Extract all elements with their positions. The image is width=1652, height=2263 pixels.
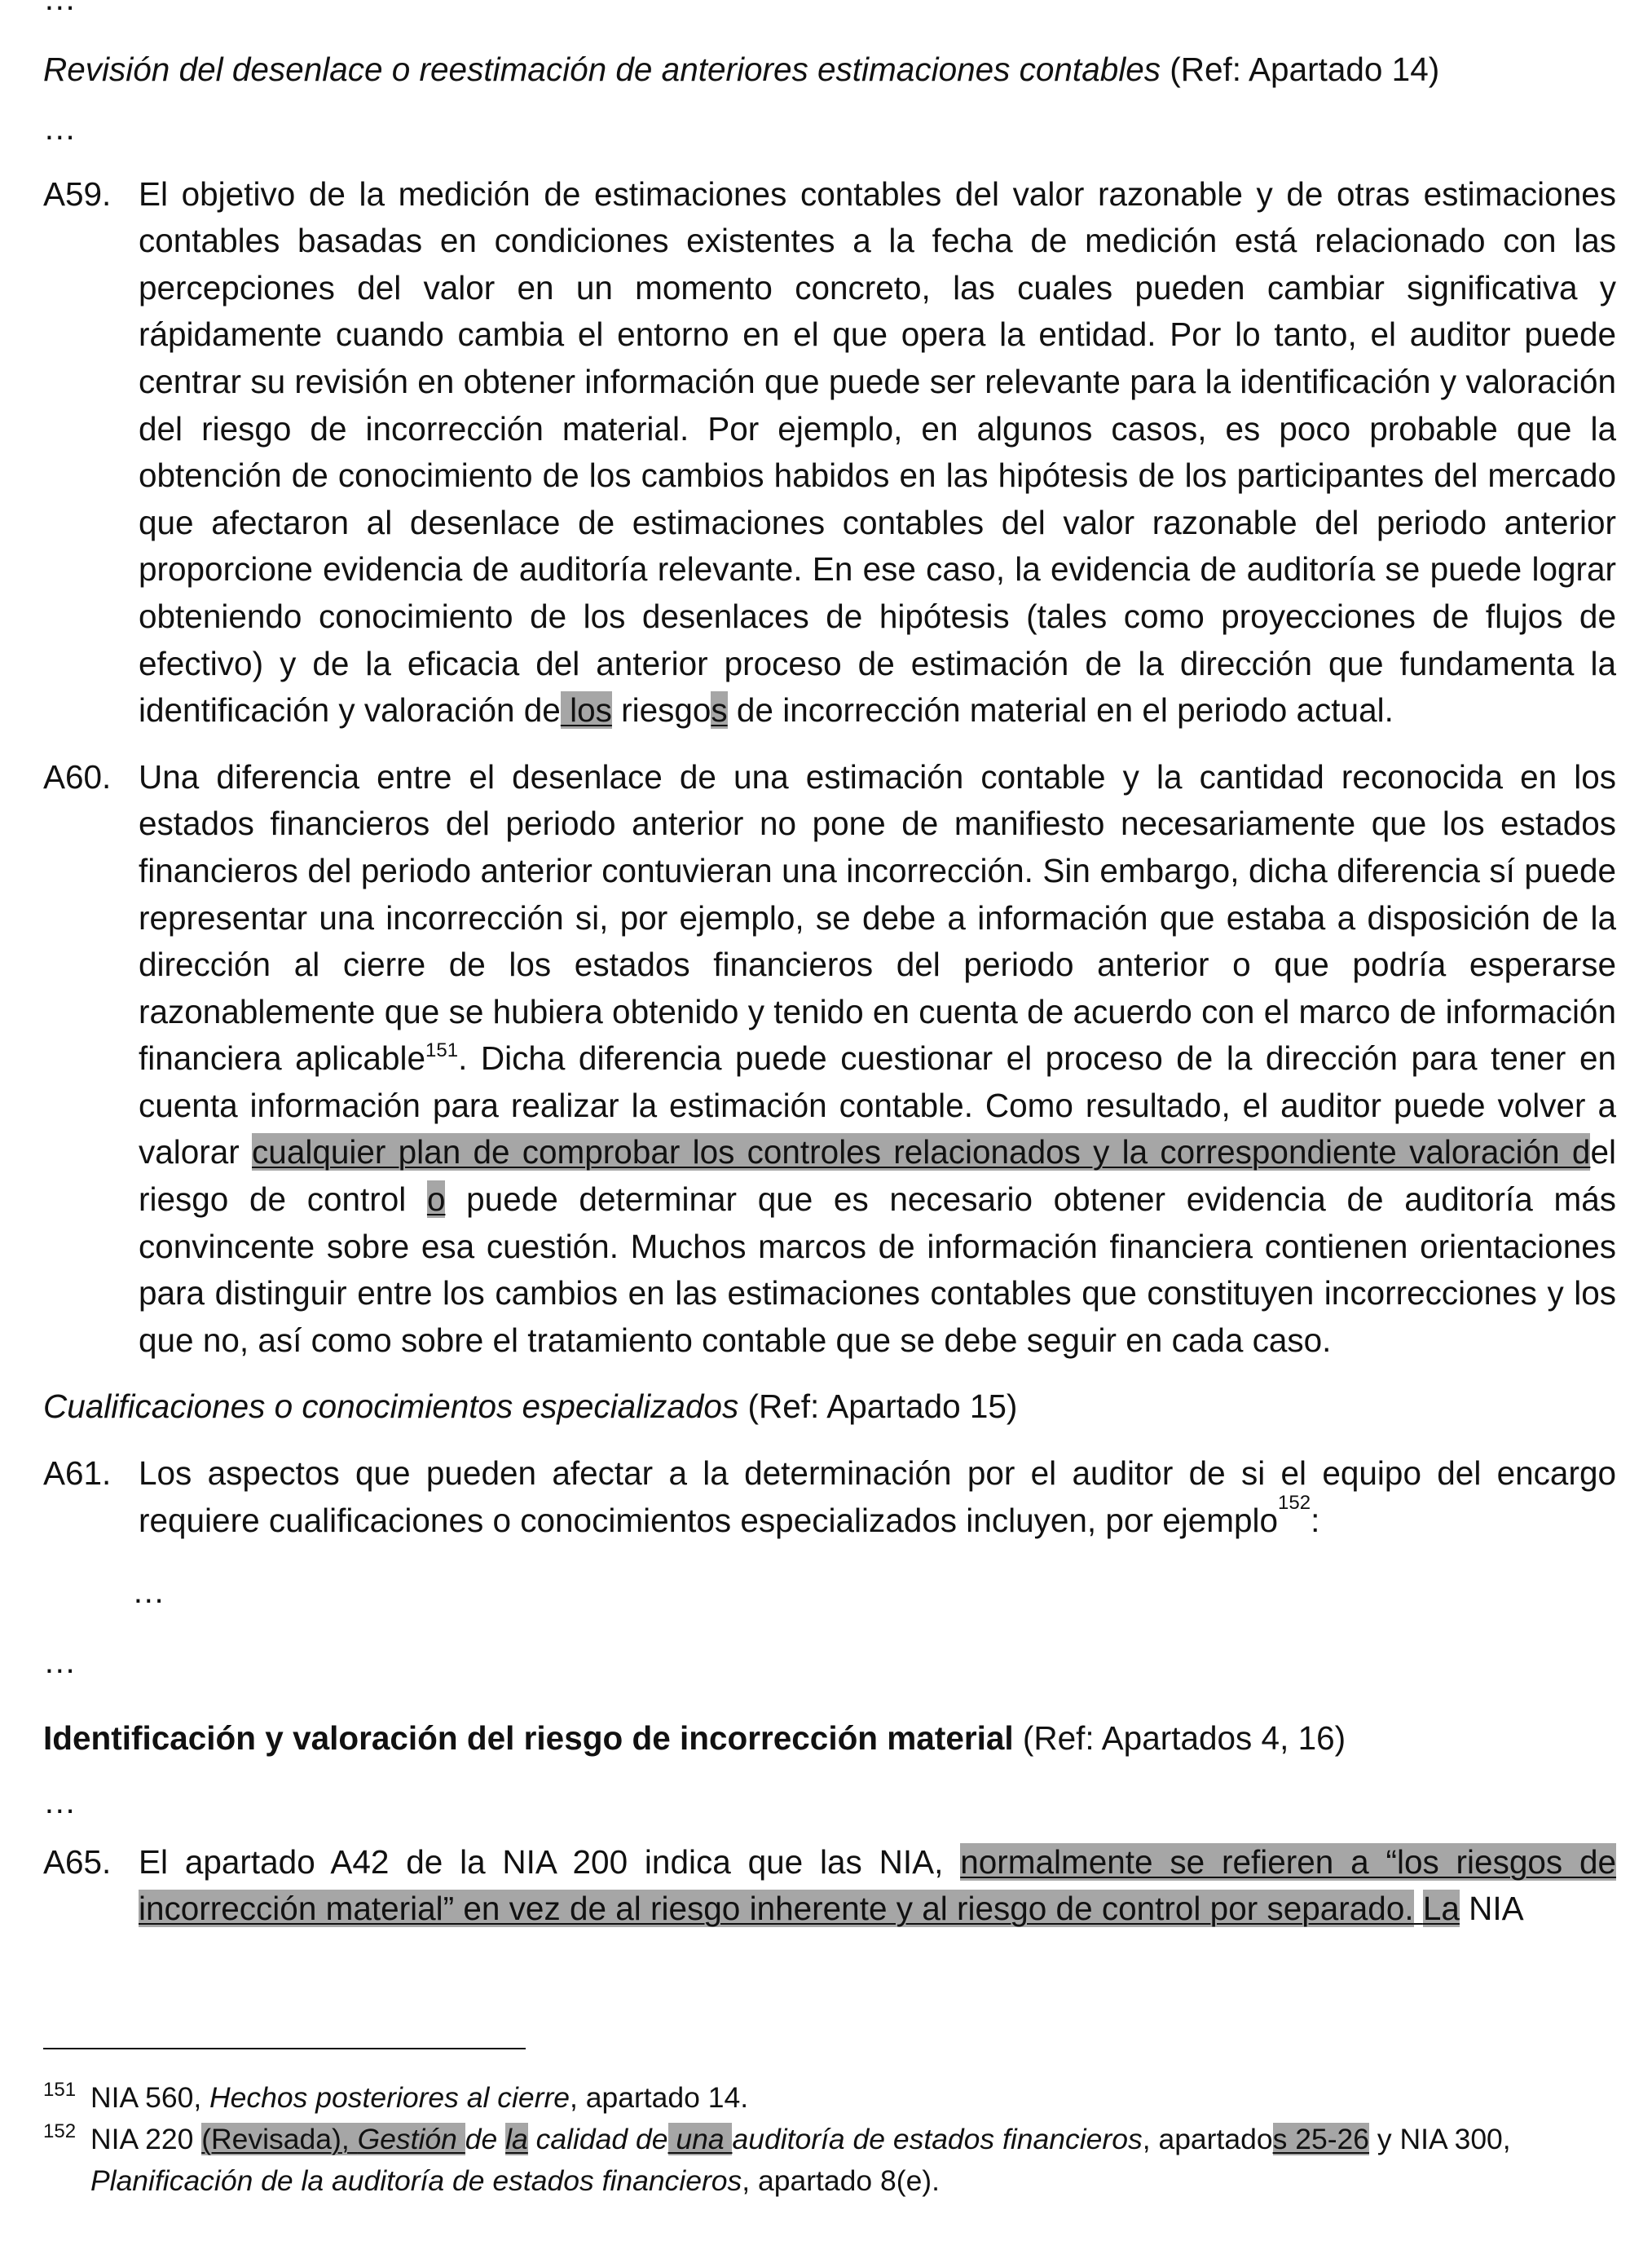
highlighted-text: s 25-26 [1272,2123,1370,2155]
footnote-text: , apartado 8(e). [742,2164,940,2197]
highlighted-title: Gestión [357,2123,465,2155]
paragraph-text: Una diferencia entre el desenlace de una estimación contable y la cantidad reconocida en los estados financieros del periodo anterior no pone de manifiesto necesariamente que los estados financieros del periodo anterior contuvieran una incorrección. Sin embargo, dicha diferencia sí puede representar una incorrección si, por ejemplo, se debe a información que estaba a disposición de la dirección al cierre de los estados financieros del periodo anterior o que podría esperarse razonablemente que se hubiera obtenido y tenido en cuenta de acuerdo con el marco de información financiera aplicable [139,757,1616,1078]
highlighted-title: la [505,2123,528,2155]
paragraph-number: A60. [43,757,112,796]
section-heading-ref: (Ref: Apartados 4, 16) [1013,1719,1346,1758]
ellipsis: … [43,1643,77,1681]
section-heading-revision [43,46,1616,94]
paragraph-text [1414,1890,1423,1927]
paragraph-text: de incorrección material en el periodo actual. [727,691,1394,730]
footnote-text: NIA 220 [90,2123,202,2155]
paragraph-text: : [1311,1501,1320,1539]
section-heading-title: Revisión del desenlace o reestimación de anteriores estimaciones contables [43,51,1161,88]
paragraph-text: riesgo [611,691,711,730]
section-heading-ref: (Ref: Apartado 14) [1161,51,1440,88]
paragraph-text: . Dicha diferencia puede cuestionar el proceso de la dirección para tener en cuenta información para realizar la estimación contable. Como resultado, el auditor puede volver a valorar [139,1039,1616,1171]
ellipsis: … [43,108,77,147]
footnote-reference: 152 [1278,1491,1311,1514]
ellipsis [43,0,77,15]
footnote-text: y NIA 300, [1369,2123,1511,2155]
highlighted-text: s [711,691,728,730]
document-page [43,0,1616,1933]
footnote-title: de [465,2123,506,2155]
highlighted-text: o [426,1180,446,1219]
highlighted-text: los [560,691,612,730]
paragraph-a59 [43,171,1616,734]
footnote-reference: 151 [425,1039,459,1062]
footnote-title: Planificación de la auditoría de estados financieros [90,2164,742,2197]
footnote-152 [43,2119,1616,2202]
footnote-text: , apartado 14. [570,2081,749,2114]
paragraph-text: NIA [1459,1890,1524,1928]
highlighted-text: (Revisada), [201,2123,358,2155]
footnote-text: , apartado [1142,2123,1273,2155]
highlighted-text: normalmente se refieren a “los riesgos de incorrección material” en vez de al riesgo inherente y al riesgo de control por separado. [139,1842,1616,1928]
paragraph-number: A65. [43,1842,112,1881]
section-heading-title: Identificación y valoración del riesgo de incorrección material [43,1719,1014,1758]
footnote-151 [43,2077,1616,2119]
paragraph-text: Los aspectos que pueden afectar a la determinación por el auditor de si el equipo del encargo requiere cualificaciones o conocimientos especializados incluyen, por ejemplo [139,1454,1616,1539]
ellipsis: … [43,1782,77,1820]
paragraph-text: el riesgo de control [139,1133,1616,1219]
section-heading-title: Cualificaciones o conocimientos especializados [43,1387,739,1426]
paragraph-a61 [43,1450,1616,1544]
paragraph-number: A59. [43,174,112,213]
paragraph-a65 [43,1839,1616,1933]
paragraph-text: puede determinar que es necesario obtener evidencia de auditoría más convincente sobre esa cuestión. Muchos marcos de información financiera contienen orientaciones para distinguir entre los cambios en las estimaciones contables que constituyen incorrecciones y los que no, así como sobre el tratamiento contable que se debe seguir en cada caso. [139,1180,1616,1359]
section-heading-cualificaciones [43,1383,1616,1431]
section-heading-ref: (Ref: Apartado 15) [738,1387,1018,1426]
section-heading-identificacion [43,1715,1616,1762]
footnote-number: 152 [43,2120,77,2142]
paragraph-text: El objetivo de la medición de estimaciones contables del valor razonable y de otras estimaciones contables basadas en condiciones existentes a la fecha de medición está relacionado con las percepciones del valor en un momento concreto, las cuales pueden cambiar significativa y rápidamente cuando cambia el entorno en el que opera la entidad. Por lo tanto, el auditor puede centrar su revisión en obtener información que puede ser relevante para la identificación y valoración del riesgo de incorrección material. Por ejemplo, en algunos casos, es poco probable que la obtención de conocimiento de los cambios habidos en las hipótesis de los participantes del mercado que afectaron al desenlace de estimaciones contables del valor razonable del periodo anterior proporcione evidencia de auditoría relevante. En ese caso, la evidencia de auditoría se puede lograr obteniendo conocimiento de los desenlaces de hipótesis (tales como proyecciones de flujos de efectivo) y de la eficacia del anterior proceso de estimación de la dirección que fundamenta la identificación y valoración de [139,174,1616,730]
footnote-number: 151 [43,2079,77,2101]
footnotes [43,2077,1616,2202]
footnote-separator [43,2048,526,2049]
paragraph-text: El apartado A42 de la NIA 200 indica que las NIA, [139,1842,961,1881]
footnote-title: Hechos posteriores al cierre [209,2081,570,2114]
footnote-title: calidad de [527,2123,668,2155]
highlighted-text: cualquier plan de comprobar los controles relacionados y la correspondiente valoración d [252,1133,1591,1171]
highlighted-title: una [667,2123,733,2155]
ellipsis: … [132,1573,165,1611]
footnote-title: auditoría de estados financieros [732,2123,1143,2155]
footnote-text: NIA 560, [90,2081,210,2114]
paragraph-a60 [43,754,1616,1365]
paragraph-number: A61. [43,1454,112,1493]
highlighted-text: La [1422,1890,1460,1928]
